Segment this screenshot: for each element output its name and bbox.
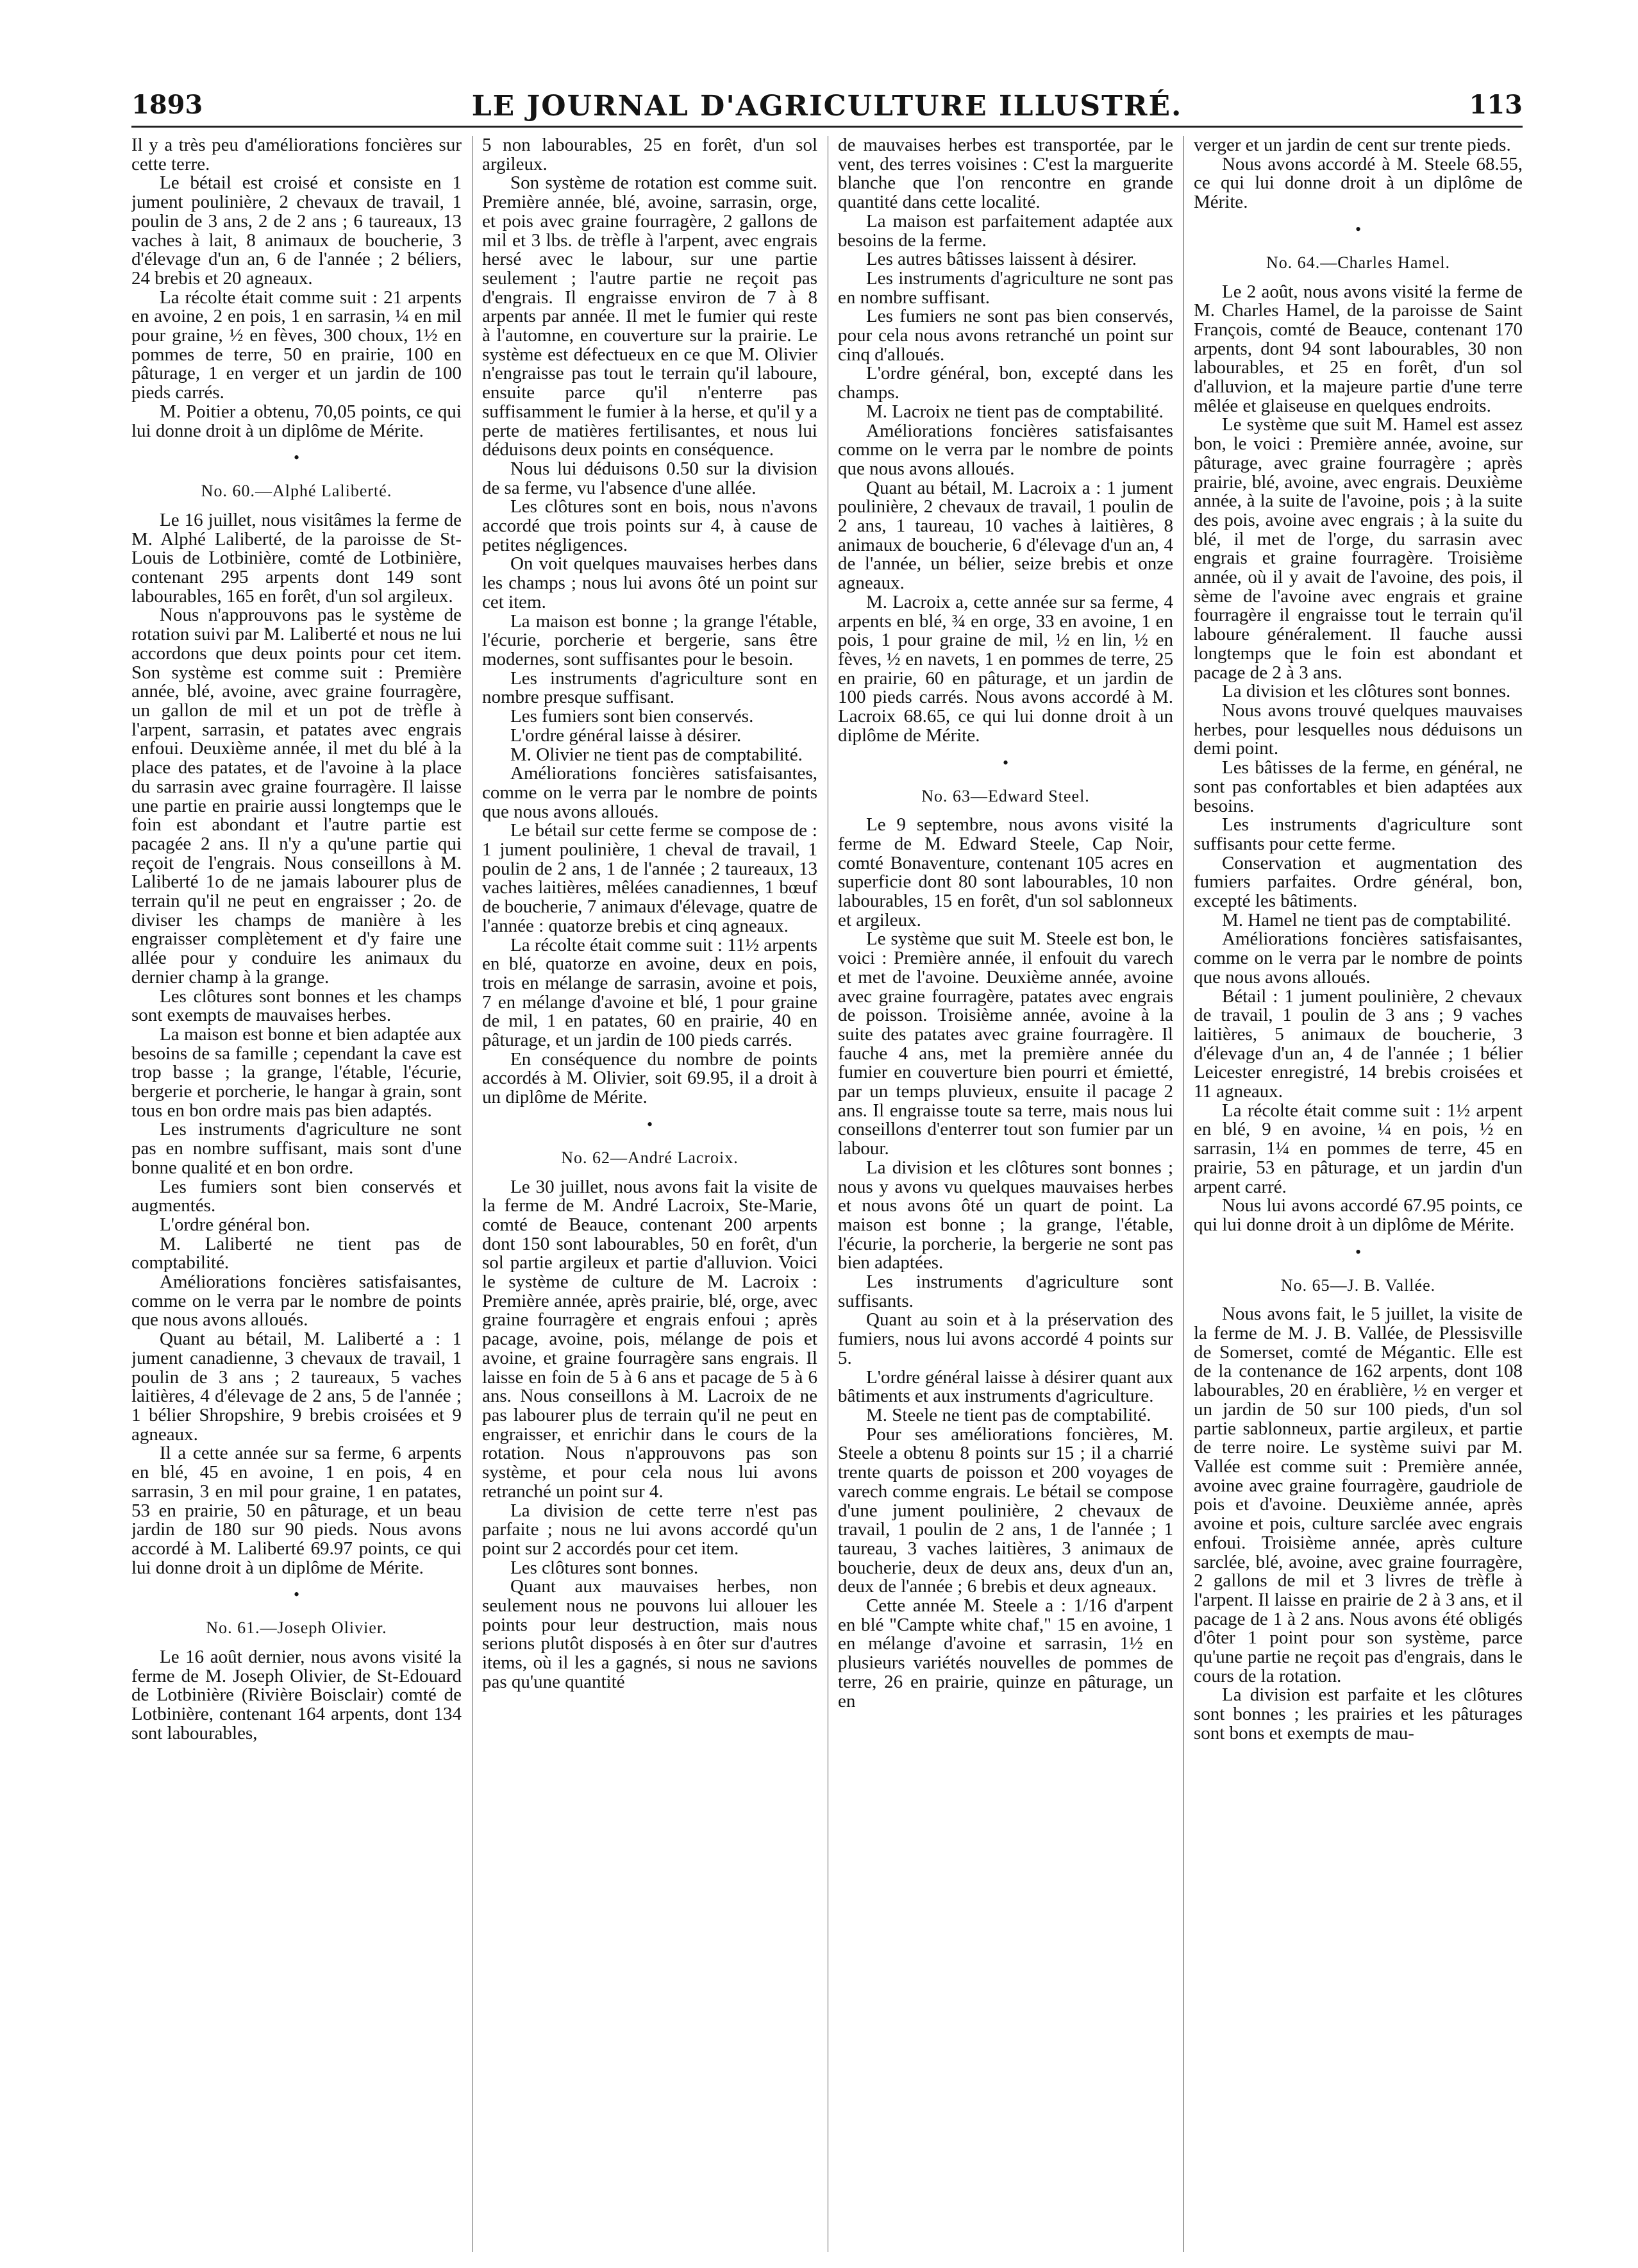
paragraph: Le 2 août, nous avons visité la ferme de M. Charles Hamel, de la paroisse de Saint François, comté de Beauce, contenant 170 arpents, dont 94 sont labourables, 30 non labourables, et 25 en forêt, d'un sol d'alluvion, et la majeure partie d'une terre mêlée et glaiseuse en quelques endroits.: [1194, 281, 1523, 416]
paragraph: Nous avons fait, le 5 juillet, la visite de la ferme de M. J. B. Vallée, de Plessisville de Somerset, comté de Mégantic. Elle est de la contenance de 162 arpents, dont 108 labourables, 20 en érablière, ½ en verger et un jardin de 50 sur 100 pieds, d'un sol partie sablonneux, partie argileux, et partie de terre noire. Le système suivi par M. Vallée est comme suit : Première année, avoine avec graine fourragère, gaudriole de pois et d'avoine. Deuxième année, après avoine et pois, culture sarclée avec engrais enfoui. Troisième année, après culture sarclée, blé, avoine, avec graine fourragère, 2 gallons de mil et 3 livres de trèfle à l'arpent. Il laisse en prairie de 2 à 3 ans, et il pacage de 1 à 2 ans. Nous avons été obligés d'ôter 1 point pour son système, parce qu'une partie ne reçoit pas d'engrais, dans le cours de la rotation.: [1194, 1304, 1523, 1686]
paragraph: M. Lacroix ne tient pas de comptabilité.: [866, 401, 1164, 422]
paragraph: La division et les clôtures sont bonnes ; nous y avons vu quelques mauvaises herbes et nous avons ôté un quart de point. La maison est bonne ; la grange, l'étable, l'écurie, la porcherie, la bergerie ne sont pas bien adaptées.: [838, 1157, 1173, 1273]
paragraph: Le bétail sur cette ferme se compose de : 1 jument poulinière, 1 cheval de travail, 1 poulin de 2 ans, 1 de l'année ; 2 taureaux, 13 vaches laitières, mêlées canadiennes, 1 bœuf de boucherie, 7 animaux d'élevage, quatre de l'année : quatorze brebis et cinq agneaux.: [482, 820, 817, 936]
paragraph: Les clôtures sont bonnes.: [510, 1557, 699, 1578]
paragraph: Quant au soin et à la préservation des fumiers, nous lui avons accordé 4 points sur 5.: [838, 1309, 1173, 1368]
section-heading: No. 62—André Lacroix.: [561, 1148, 739, 1167]
column-4: [1194, 136, 1523, 2246]
paragraph: La maison est parfaitement adaptée aux besoins de la ferme.: [838, 210, 1173, 251]
paragraph: Les instruments d'agriculture sont suffisants.: [838, 1272, 1173, 1311]
paragraph: Les fumiers ne sont pas bien conservés, pour cela nous avons retranché un point sur cinq d'alloués.: [838, 306, 1173, 365]
section-heading: No. 63—Edward Steel.: [921, 786, 1090, 805]
section-heading: No. 60.—Alphé Laliberté.: [201, 482, 392, 501]
section-separator: [1194, 221, 1523, 238]
paragraph: La division est parfaite et les clôtures sont bonnes ; les prairies et les pâturages sont bons et exempts de mau-: [1194, 1684, 1523, 1743]
journal-title: LE JOURNAL D'AGRICULTURE ILLUSTRÉ.: [471, 90, 1183, 122]
paragraph: Nous lui avons accordé 67.95 points, ce qui lui donne droit à un diplôme de Mérite.: [1194, 1195, 1523, 1235]
paragraph: Quant au bétail, M. Lacroix a : 1 jument poulinière, 2 chevaux de travail, 1 poulin de 2 ans, 1 taureau, 10 vaches à laitières, 8 animaux de boucherie, 6 d'élevage d'un an, 4 de l'année, un bélier, seize brebis et onze agneaux.: [838, 477, 1173, 594]
paragraph: Les instruments d'agriculture sont suffisants pour cette ferme.: [1194, 814, 1523, 854]
paragraph: Les instruments d'agriculture ne sont pas en nombre suffisant.: [838, 267, 1173, 308]
paragraph: M. Steele ne tient pas de comptabilité.: [866, 1405, 1151, 1425]
paragraph: Pour ses améliorations foncières, M. Steele a obtenu 8 points sur 15 ; il a charrié trente quarts de poisson et 200 voyages de varech comme engrais. Le bétail se compose d'une jument poulinière, 2 chevaux de travail, 1 poulin de 2 ans, 1 de l'année ; 1 taureau, 3 vaches laitières, 3 animaux de boucherie, deux de deux ans, deux d'un an, deux de l'année ; 6 brebis et deux agneaux.: [838, 1424, 1173, 1597]
paragraph: Nous n'approuvons pas le système de rotation suivi par M. Laliberté et nous ne lui accordons que deux points pour cet item. Son système est comme suit : Première année, blé, avoine, avec graine fourragère, un gallon de mil et un pot de trèfle à l'arpent, sarrasin, et patates avec engrais enfoui. Deuxième année, il met du blé à la place des patates, et de l'avoine à la place du sarrasin avec graine fourragère. Il laisse une partie en prairie aussi longtemps que le foin est abondant et l'autre partie est pacagée 2 ans. Il n'y a qu'une partie qui reçoit de l'engrais. Nous conseillons à M. Laliberté 1o de ne jamais labourer plus de terrain qu'il ne peut en engraisser ; 2o. de diviser les champs de manière à les engraisser complètement et d'y faire une allée pour y conduire les animaux du dernier champ à la grange.: [131, 605, 462, 987]
paragraph: verger et un jardin de cent sur trente pieds.: [1194, 136, 1511, 155]
paragraph: L'ordre général laisse à désirer quant aux bâtiments et aux instruments d'agriculture.: [838, 1366, 1173, 1407]
paragraph: M. Hamel ne tient pas de comptabilité.: [1222, 909, 1511, 930]
paragraph: 5 non labourables, 25 en forêt, d'un sol argileux.: [482, 136, 817, 174]
paragraph: M. Olivier ne tient pas de comptabilité.: [510, 744, 803, 765]
paragraph: La division et les clôtures sont bonnes.: [1222, 681, 1511, 702]
paragraph: Le système que suit M. Hamel est assez bon, le voici : Première année, avoine, sur pâturage, avec graine fourragère ; après prairie, blé, avoine, avec engrais. Deuxième année, à la suite de l'avoine, pois ; à la suite des pois, avoine avec engrais ; à la suite du blé, il met de l'orge, du sarrasin avec engrais et graine fourragère. Troisième année, où il y avait de l'avoine, des pois, il sème de l'avoine avec engrais et graine fourragère il engraisse tout le terrain qu'il laboure généralement. Il fauche aussi longtemps que le foin est abondant et pacage de 2 à 3 ans.: [1194, 414, 1523, 683]
paragraph: Nous avons trouvé quelques mauvaises herbes, pour lesquelles nous déduisons un demi point.: [1194, 700, 1523, 759]
paragraph: de mauvaises herbes est transportée, par le vent, des terres voisines : C'est la marguerite blanche que l'on rencontre en grande quantité dans cette localité.: [838, 136, 1173, 213]
paragraph: Quant aux mauvaises herbes, non seulement nous ne pouvons lui allouer les points pour leur destruction, mais nous serions plutôt disposés à en ôter sur d'autres items, où il les a gagnés, si nous ne savions pas qu'une quantité: [482, 1576, 817, 1692]
paragraph: Il y a très peu d'améliorations foncières sur cette terre.: [131, 136, 462, 174]
paragraph: Le 16 août dernier, nous avons visité la ferme de M. Joseph Olivier, de St-Edouard de Lotbinière (Rivière Boisclair) comté de Lotbinière, contenant 164 arpents, dont 134 sont labourables,: [131, 1647, 462, 1743]
paragraph: La récolte était comme suit : 1½ arpent en blé, 9 en avoine, ¼ en pois, ½ en sarrasin, 1¼ en pommes de terre, 45 en prairie, 53 en pâturage, et un jardin d'un arpent carré.: [1194, 1100, 1523, 1197]
section-separator: [482, 1116, 817, 1133]
page-number: 113: [1469, 90, 1523, 120]
paragraph: M. Poitier a obtenu, 70,05 points, ce qui lui donne droit à un diplôme de Mérite.: [131, 401, 462, 441]
paragraph: Améliorations foncières satisfaisantes, comme on le verra par le nombre de points que nous avons alloués.: [482, 763, 817, 822]
paragraph: La division de cette terre n'est pas parfaite ; nous ne lui avons accordé qu'un point sur 2 accordés pour cet item.: [482, 1500, 817, 1559]
paragraph: La maison est bonne ; la grange l'étable, l'écurie, porcherie et bergerie, sans être modernes, sont suffisantes pour le besoin.: [482, 610, 817, 669]
paragraph: Les fumiers sont bien conservés.: [510, 706, 754, 727]
paragraph: La maison est bonne et bien adaptée aux besoins de sa famille ; cependant la cave est trop basse ; la grange, l'étable, l'écurie, bergerie et porcherie, le hangar à grain, sont tous en bon ordre mais pas bien adaptés.: [131, 1023, 462, 1121]
paragraph: Améliorations foncières satisfaisantes comme on le verra par le nombre de points que nous avons alloués.: [838, 420, 1173, 479]
paragraph: Les fumiers sont bien conservés et augmentés.: [131, 1176, 462, 1216]
header-rule: [131, 126, 1523, 128]
paragraph: Cette année M. Steele a : 1/16 d'arpent en blé "Campte white chaf," 15 en avoine, 1 en mélange d'avoine et sarrasin, 1½ en plusieurs variétés nouvelles de pommes de terre, 26 en prairie, quinze en pâturage, un en: [838, 1595, 1173, 1711]
paragraph: Améliorations foncières satisfaisantes, comme on le verra par le nombre de points que nous avons alloués.: [131, 1272, 462, 1331]
paragraph: L'ordre général laisse à désirer.: [510, 725, 742, 746]
paragraph: M. Lacroix a, cette année sur sa ferme, 4 arpents en blé, ¾ en orge, 33 en avoine, 1 en pois, 1 pour graine de mil, ½ en lin, ½ en fèves, ½ en navets, 1 en pommes de terre, 25 en prairie, 60 en pâturage, et un jardin de 100 pieds carrés. Nous avons accordé à M. Lacroix 68.65, ce qui lui donne droit à un diplôme de Mérite.: [838, 591, 1173, 746]
page-header: [131, 90, 1523, 128]
paragraph: On voit quelques mauvaises herbes dans les champs ; nous lui avons ôté un point sur cet item.: [482, 553, 817, 612]
section-separator: [131, 1586, 462, 1603]
section-heading: No. 61.—Joseph Olivier.: [206, 1618, 387, 1638]
section-separator: [131, 449, 462, 466]
paragraph: Le bétail est croisé et consiste en 1 jument poulinière, 2 chevaux de travail, 1 poulin de 3 ans, 2 de 2 ans ; 6 taureaux, 13 vaches à lait, 8 animaux de boucherie, 3 d'élevage d'un an, 6 de l'année ; 2 béliers, 24 brebis et 20 agneaux.: [131, 172, 462, 289]
paragraph: Le 16 juillet, nous visitâmes la ferme de M. Alphé Laliberté, de la paroisse de St-Louis de Lotbinière, comté de Lotbinière, contenant 295 arpents dont 149 sont labourables, 165 en forêt, d'un sol argileux.: [131, 509, 462, 607]
paragraph: Le 30 juillet, nous avons fait la visite de la ferme de M. André Lacroix, Ste-Marie, comté de Beauce, contenant 200 arpents dont 150 sont labourables, 50 en forêt, d'un sol partie argileux et partie d'alluvion. Voici le système de culture de M. Lacroix : Première année, après prairie, blé, orge, avec graine fourragère et engrais enfoui ; après pacage, avoine, pois, mélange de pois et avoine, et graine fourragère sans engrais. Il laisse en foin de 5 à 6 ans et pacage de 5 à 6 ans. Nous conseillons à M. Lacroix de ne pas labourer plus de terrain qu'il ne peut en engraisser, et enrichir dans le cours de la rotation. Nous n'approuvons pas son système, et pour cela nous lui avons retranché un point sur 4.: [482, 1176, 817, 1502]
paragraph: Améliorations foncières satisfaisantes, comme on le verra par le nombre de points que nous avons alloués.: [1194, 928, 1523, 987]
paragraph: Les clôtures sont en bois, nous n'avons accordé que trois points sur 4, à cause de petites négligences.: [482, 496, 817, 555]
paragraph: Nous lui déduisons 0.50 sur la division de sa ferme, vu l'absence d'une allée.: [482, 458, 817, 498]
paragraph: Conservation et augmentation des fumiers parfaites. Ordre général, bon, excepté les bâtiments.: [1194, 852, 1523, 912]
paragraph: Les bâtisses de la ferme, en général, ne sont pas confortables et bien adaptées aux besoins.: [1194, 757, 1523, 816]
paragraph: La récolte était comme suit : 11½ arpents en blé, quatorze en avoine, deux en pois, trois en mélange de sarrasin, avoine et pois, 7 en mélange d'avoine et blé, 1 pour graine de mil, 1 en patates, 60 en prairie, 40 en pâturage, et un jardin de 100 pieds carrés.: [482, 934, 817, 1051]
paragraph: Le 9 septembre, nous avons visité la ferme de M. Edward Steele, Cap Noir, comté Bonaventure, contenant 105 acres en superficie dont 80 sont labourables, 10 non labourables, 15 en forêt, d'un sol sablonneux et argileux.: [838, 814, 1173, 930]
section-heading: No. 64.—Charles Hamel.: [1266, 253, 1450, 272]
section-separator: [838, 755, 1173, 771]
paragraph: M. Laliberté ne tient pas de comptabilité.: [131, 1233, 462, 1273]
paragraph: Son système de rotation est comme suit. Première année, blé, avoine, sarrasin, orge, et pois avec graine fourragère, 2 gallons de mil et 3 lbs. de trèfle à l'arpent, avec engrais hersé avec le labour, sur une partie seulement ; l'autre partie ne reçoit pas d'engrais. Il engraisse environ de 7 à 8 arpents par année. Il met le fumier qui reste à l'automne, en couverture sur la prairie. Le système est défectueux en ce que M. Olivier n'engraisse pas tout le terrain qu'il laboure, ensuite parce qu'il n'enterre pas suffisamment le fumier à la herse, et qu'il y a perte de matières fertilisantes, et nous lui déduisons deux points en conséquence.: [482, 172, 817, 460]
paragraph: Les instruments d'agriculture sont en nombre presque suffisant.: [482, 668, 817, 708]
paragraph: Les clôtures sont bonnes et les champs sont exempts de mauvaises herbes.: [131, 986, 462, 1026]
paragraph: En conséquence du nombre de points accordés à M. Olivier, soit 69.95, il a droit à un diplôme de Mérite.: [482, 1048, 817, 1108]
column-3: [838, 136, 1173, 2246]
section-separator: [1194, 1244, 1523, 1261]
paragraph: Le système que suit M. Steele est bon, le voici : Première année, il enfouit du varech et met de l'avoine. Deuxième année, avoine avec graine fourragère, patates avec engrais de poisson. Troisième année, avoine à la suite des patates avec graine fourragère. Il fauche 4 ans, met la première année du fumier en couverture bien pourri et émietté, par un temps pluvieux, ensuite il pacage 2 ans. Il engraisse toute sa terre, mais nous lui conseillons d'enterrer tout son fumier par un labour.: [838, 928, 1173, 1159]
paragraph: Bétail : 1 jument poulinière, 2 chevaux de travail, 1 poulin de 3 ans ; 9 vaches laitières, 5 animaux de boucherie, 3 d'élevage d'un an, 4 de l'année ; 1 bélier Leicester enregistré, 14 brebis croisées et 11 agneaux.: [1194, 986, 1523, 1102]
paragraph: Les instruments d'agriculture ne sont pas en nombre suffisant, mais sont d'une bonne qualité et en bon ordre.: [131, 1119, 462, 1178]
paragraph: L'ordre général, bon, excepté dans les champs.: [838, 363, 1173, 403]
column-2: [482, 136, 817, 2246]
paragraph: Il a cette année sur sa ferme, 6 arpents en blé, 45 en avoine, 1 en pois, 4 en sarrasin, 3 en mil pour graine, 1 en patates, 53 en prairie, 50 en pâturage, et un beau jardin de 180 sur 90 pieds. Nous avons accordé à M. Laliberté 69.97 points, ce qui lui donne droit à un diplôme de Mérite.: [131, 1443, 462, 1578]
paragraph: Quant au bétail, M. Laliberté a : 1 jument canadienne, 3 chevaux de travail, 1 poulin de 3 ans ; 2 taureaux, 5 vaches laitières, 4 d'élevage de 2 ans, 5 de l'année ; 1 bélier Shropshire, 9 brebis croisées et 9 agneaux.: [131, 1329, 462, 1445]
paragraph: L'ordre général bon.: [160, 1214, 310, 1235]
column-divider: [1183, 136, 1184, 2252]
page-year: 1893: [131, 90, 203, 120]
paragraph: Les autres bâtisses laissent à désirer.: [866, 249, 1137, 270]
paragraph: Nous avons accordé à M. Steele 68.55, ce qui lui donne droit à un diplôme de Mérite.: [1194, 153, 1523, 213]
column-1: [131, 136, 462, 2246]
paragraph: La récolte était comme suit : 21 arpents en avoine, 2 en pois, 1 en sarrasin, ¼ en mil pour graine, ½ en fèves, 300 choux, 1½ en pommes de terre, 50 en prairie, 100 en pâturage, 1 en verger et un jardin de 100 pieds carrés.: [131, 287, 462, 403]
section-heading: No. 65—J. B. Vallée.: [1280, 1275, 1436, 1295]
